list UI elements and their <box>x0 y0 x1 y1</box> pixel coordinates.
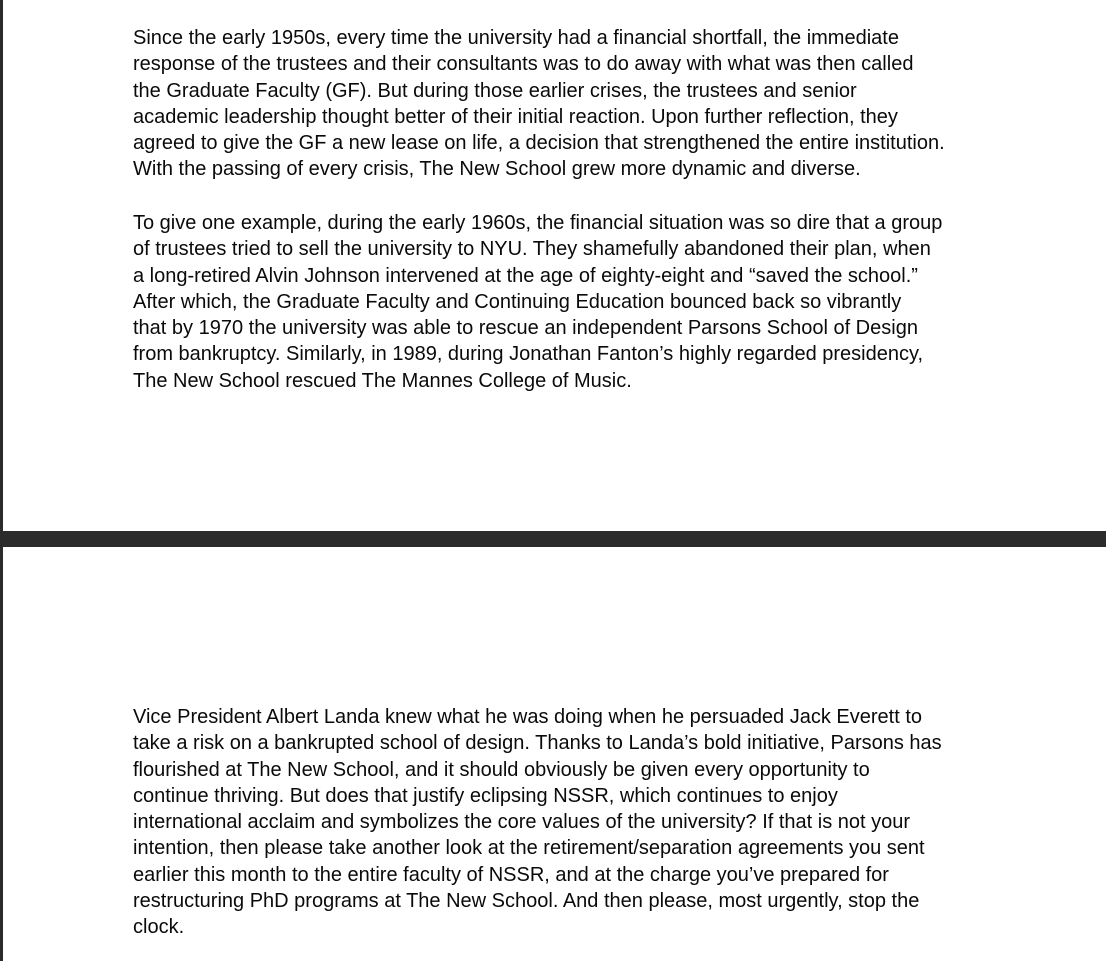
page1-paragraph-2: To give one example, during the early 1960s, the financial situation was so dire that a group of trustees tried to sell the university to NYU. They shamefully abandoned their plan, when a long-retired Alvin Johnson intervened at the age of eighty-eight and “saved the school.” After which, the Graduate Faculty and Continuing Education bounced back so vibrantly that by 1970 the university was able to rescue an independent Parsons School of Design from bankruptcy. Similarly, in 1989, during Jonathan Fanton’s highly regarded presidency, The New School rescued The Mannes College of Music. <box>133 212 943 392</box>
page1-paragraph-1: Since the early 1950s, every time the university had a financial shortfall, the immediate response of the trustees and their consultants was to do away with what was then called the Graduate Faculty (GF). But during those earlier crises, the trustees and senior academic leadership thought better of their initial reaction. Upon further reflection, they agreed to give the GF a new lease on life, a decision that strengthened the entire institution. With the passing of every crisis, The New School grew more dynamic and diverse. <box>133 27 945 181</box>
page2-paragraph-1: Vice President Albert Landa knew what he was doing when he persuaded Jack Everett to take a risk on a bankrupted school of design. Thanks to Landa’s bold initiative, Parsons has flourished at The New School, and it should obviously be given every opportunity to continue thriving. But does that justify eclipsing NSSR, which continues to enjoy international acclaim and symbolizes the core values of the university? If that is not your intention, then please take another look at the retirement/separation agreements you sent earlier this month to the entire faculty of NSSR, and at the charge you’ve prepared for restructuring PhD programs at The New School. And then please, most urgently, stop the clock. <box>133 706 942 939</box>
document-page-2 <box>3 547 1106 961</box>
document-page-1 <box>3 0 1106 531</box>
page-separator <box>0 531 1106 547</box>
